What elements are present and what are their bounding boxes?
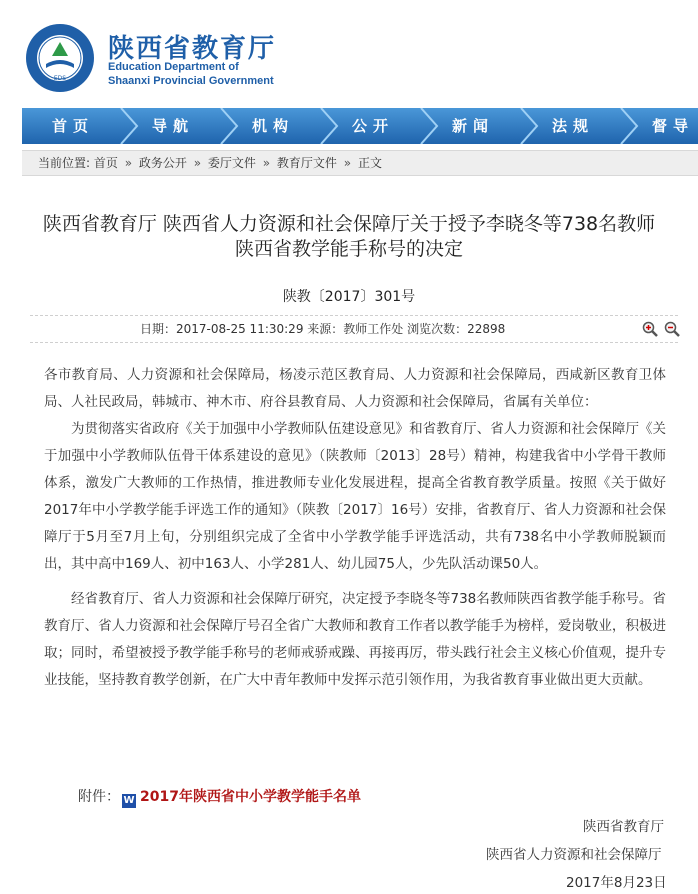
breadcrumb-item-home[interactable]: 首页 [93,156,118,170]
main-nav [22,108,698,144]
breadcrumb [22,150,698,176]
signature-education-dept: 陕西省教育厅 [583,819,664,835]
article-paragraph: 为贯彻落实省政府《关于加强中小学教师队伍建设意见》和省教育厅、省人力资源和社会保障厅《关于加强中小学教师队伍骨干体系建设的意见》（陕教师〔2013〕28号）精神，构建我省中小学骨干教师体系，激发广大教师的工作热情，推进教师专业化发展进程，提高全省教育教学质量。按照《关于做好2017年中小学教学能手评选工作的通知》（陕教〔2017〕16号）安排，省教育厅、省人力资源和社会保障厅于5月至7月上旬，分别组织完成了全省中小学教学能手评选活动，共有738名中小学教师脱颖而出，其中高中169人、初中163人、小学281人、幼儿园75人，少先队活动课50人。 [44,421,666,572]
nav-item-guide[interactable]: 导航 [152,117,195,135]
attachment-label: 附件： [78,789,120,805]
site-en-line1: Education Department of [108,61,239,73]
signature-hr-dept: 陕西省人力资源和社会保障厅 [486,847,662,863]
breadcrumb-separator: » [343,156,352,170]
nav-item-news[interactable]: 新闻 [452,117,495,135]
signature-date: 2017年8月23日 [566,875,667,891]
article-title [20,212,678,262]
logo-text: EDS [53,75,67,82]
breadcrumb-item-current: 正文 [357,156,382,170]
word-document-icon: W [123,795,135,806]
attachment-link[interactable]: 2017年陕西省中小学教学能手名单 [140,789,361,805]
nav-item-regulations[interactable]: 法规 [552,117,595,135]
nav-item-supervision[interactable]: 督导 [652,117,695,135]
nav-separator-icon [317,108,341,144]
article-title-line2: 陕西省教学能手称号的决定 [234,238,463,260]
site-english-name [108,60,274,88]
attachment [78,786,361,808]
breadcrumb-item-committee-docs[interactable]: 委厅文件 [207,156,256,170]
nav-separator-icon [617,108,641,144]
breadcrumb-separator: » [124,156,133,170]
nav-separator-icon [117,108,141,144]
nav-item-institutions[interactable]: 机构 [252,117,295,135]
breadcrumb-separator: » [262,156,271,170]
nav-item-public[interactable]: 公开 [352,117,395,135]
article-title-line1: 陕西省教育厅 陕西省人力资源和社会保障厅关于授予李晓冬等738名教师 [42,213,656,235]
article-body [44,362,666,694]
article-paragraph-recipients: 各市教育局、人力资源和社会保障局，杨凌示范区教育局、人力资源和社会保障局，西咸新区教育卫体局、人社民政局，韩城市、神木市、府谷县教育局、人力资源和社会保障局，省属有关单位： [44,367,666,410]
article-meta-text: 日期：2017-08-25 11:30:29 来源：教师工作处 浏览次数：22898 [140,322,506,336]
article-meta [30,315,678,343]
site-name: 陕西省教育厅 [108,34,277,64]
article-paragraph: 经省教育厅、省人力资源和社会保障厅研究，决定授予李晓冬等738名教师陕西省教学能手称号。省教育厅、省人力资源和社会保障厅号召全省广大教师和教育工作者以教学能手为榜样，爱岗敬业，积极进取；同时，希望被授予教学能手称号的老师戒骄戒躁、再接再厉，带头践行社会主义核心价值观，提升专业技能，坚持教育教学创新，在广大中青年教师中发挥示范引领作用，为我省教育事业做出更大贡献。 [44,591,666,688]
breadcrumb-separator: » [193,156,202,170]
document-number: 陕教〔2017〕301号 [282,289,416,305]
site-en-line2: Shaanxi Provincial Government [108,75,274,87]
nav-separator-icon [517,108,541,144]
zoom-out-icon[interactable] [664,321,680,337]
breadcrumb-lead: 当前位置: [38,156,91,170]
nav-separator-icon [217,108,241,144]
site-header [0,0,698,98]
zoom-in-icon[interactable] [642,321,658,337]
breadcrumb-item-dept-docs[interactable]: 教育厅文件 [276,156,337,170]
nav-separator-icon [417,108,441,144]
breadcrumb-item-public[interactable]: 政务公开 [138,156,187,170]
nav-item-home[interactable]: 首页 [52,117,95,135]
education-department-logo-icon[interactable] [24,22,96,94]
